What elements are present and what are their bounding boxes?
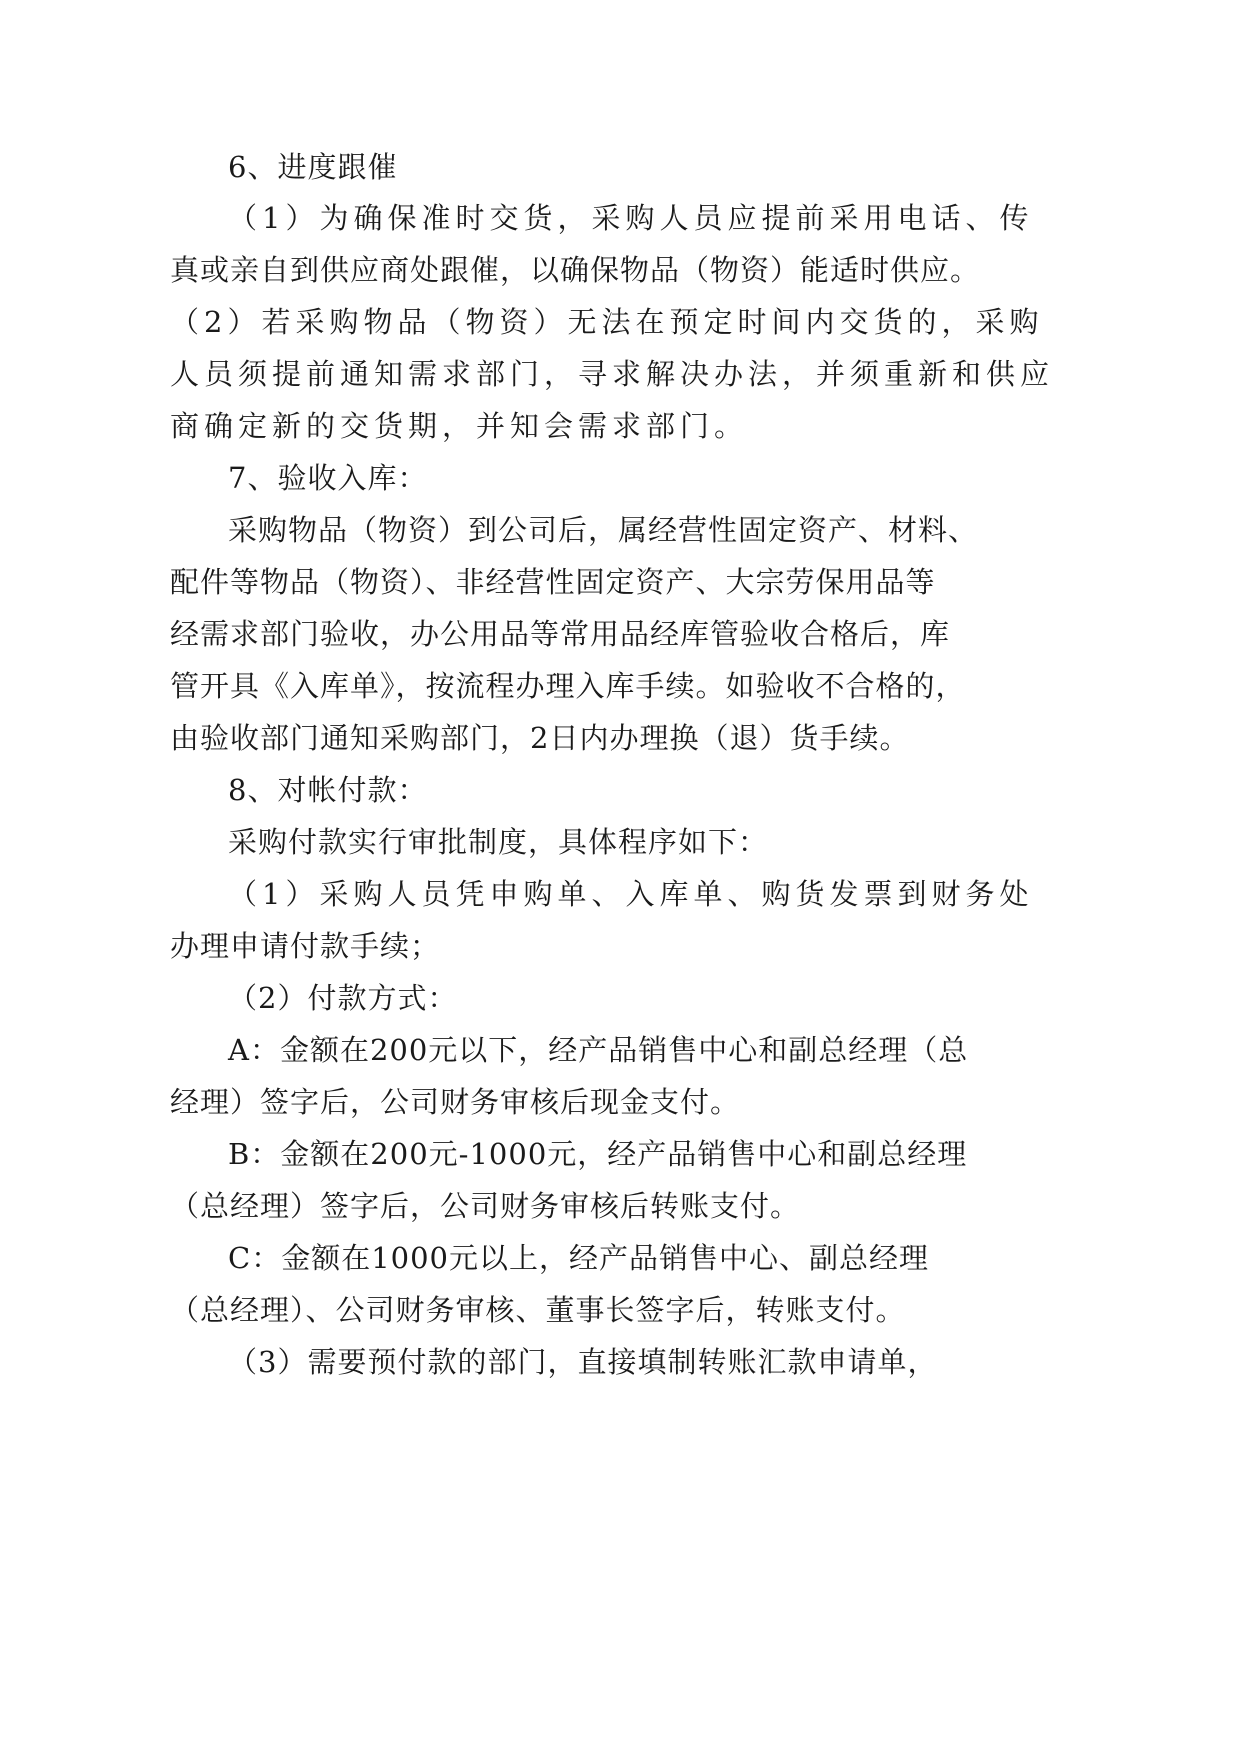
paragraph-line: C：金额在1000元以上，经产品销售中心、副总经理 [228,1241,929,1275]
paragraph-line: （总经理）、公司财务审核、董事长签字后，转账支付。 [170,1293,906,1327]
paragraph-line: （1）为确保准时交货，采购人员应提前采用电话、传 [228,201,1034,235]
paragraph-line: 商确定新的交货期，并知会需求部门。 [170,409,749,443]
paragraph-line: （2）付款方式： [228,981,458,1015]
section-7-heading: 7、验收入库： [228,461,428,495]
paragraph-line: 真或亲自到供应商处跟催，以确保物品（物资）能适时供应。 [170,253,981,287]
paragraph-line: （3）需要预付款的部门，直接填制转账汇款申请单， [228,1345,938,1379]
paragraph-line: 配件等物品（物资）、非经营性固定资产、大宗劳保用品等 [170,565,936,599]
paragraph-line: 由验收部门通知采购部门，2日内办理换（退）货手续。 [170,721,910,755]
paragraph-line: （2）若采购物品（物资）无法在预定时间内交货的，采购 [170,305,1044,339]
paragraph-line: 采购物品（物资）到公司后，属经营性固定资产、材料、 [228,513,979,547]
section-8-heading: 8、对帐付款： [228,773,428,807]
paragraph-line: 采购付款实行审批制度，具体程序如下： [228,825,769,859]
paragraph-line: （1）采购人员凭申购单、入库单、购货发票到财务处 [228,877,1034,911]
paragraph-line: 管开具《入库单》，按流程办理入库手续。如验收不合格的， [170,669,966,703]
paragraph-line: B：金额在200元-1000元，经产品销售中心和副总经理 [228,1137,968,1171]
paragraph-line: 人员须提前通知需求部门，寻求解决办法，并须重新和供应 [170,357,1055,391]
paragraph-line: 经理）签字后，公司财务审核后现金支付。 [170,1085,741,1119]
paragraph-line: 经需求部门验收，办公用品等常用品经库管验收合格后，库 [170,617,951,651]
paragraph-line: A：金额在200元以下，经产品销售中心和副总经理（总 [228,1033,969,1067]
paragraph-line: （总经理）签字后，公司财务审核后转账支付。 [170,1189,801,1223]
section-6-heading: 6、进度跟催 [228,150,398,184]
paragraph-line: 办理申请付款手续； [170,929,441,963]
